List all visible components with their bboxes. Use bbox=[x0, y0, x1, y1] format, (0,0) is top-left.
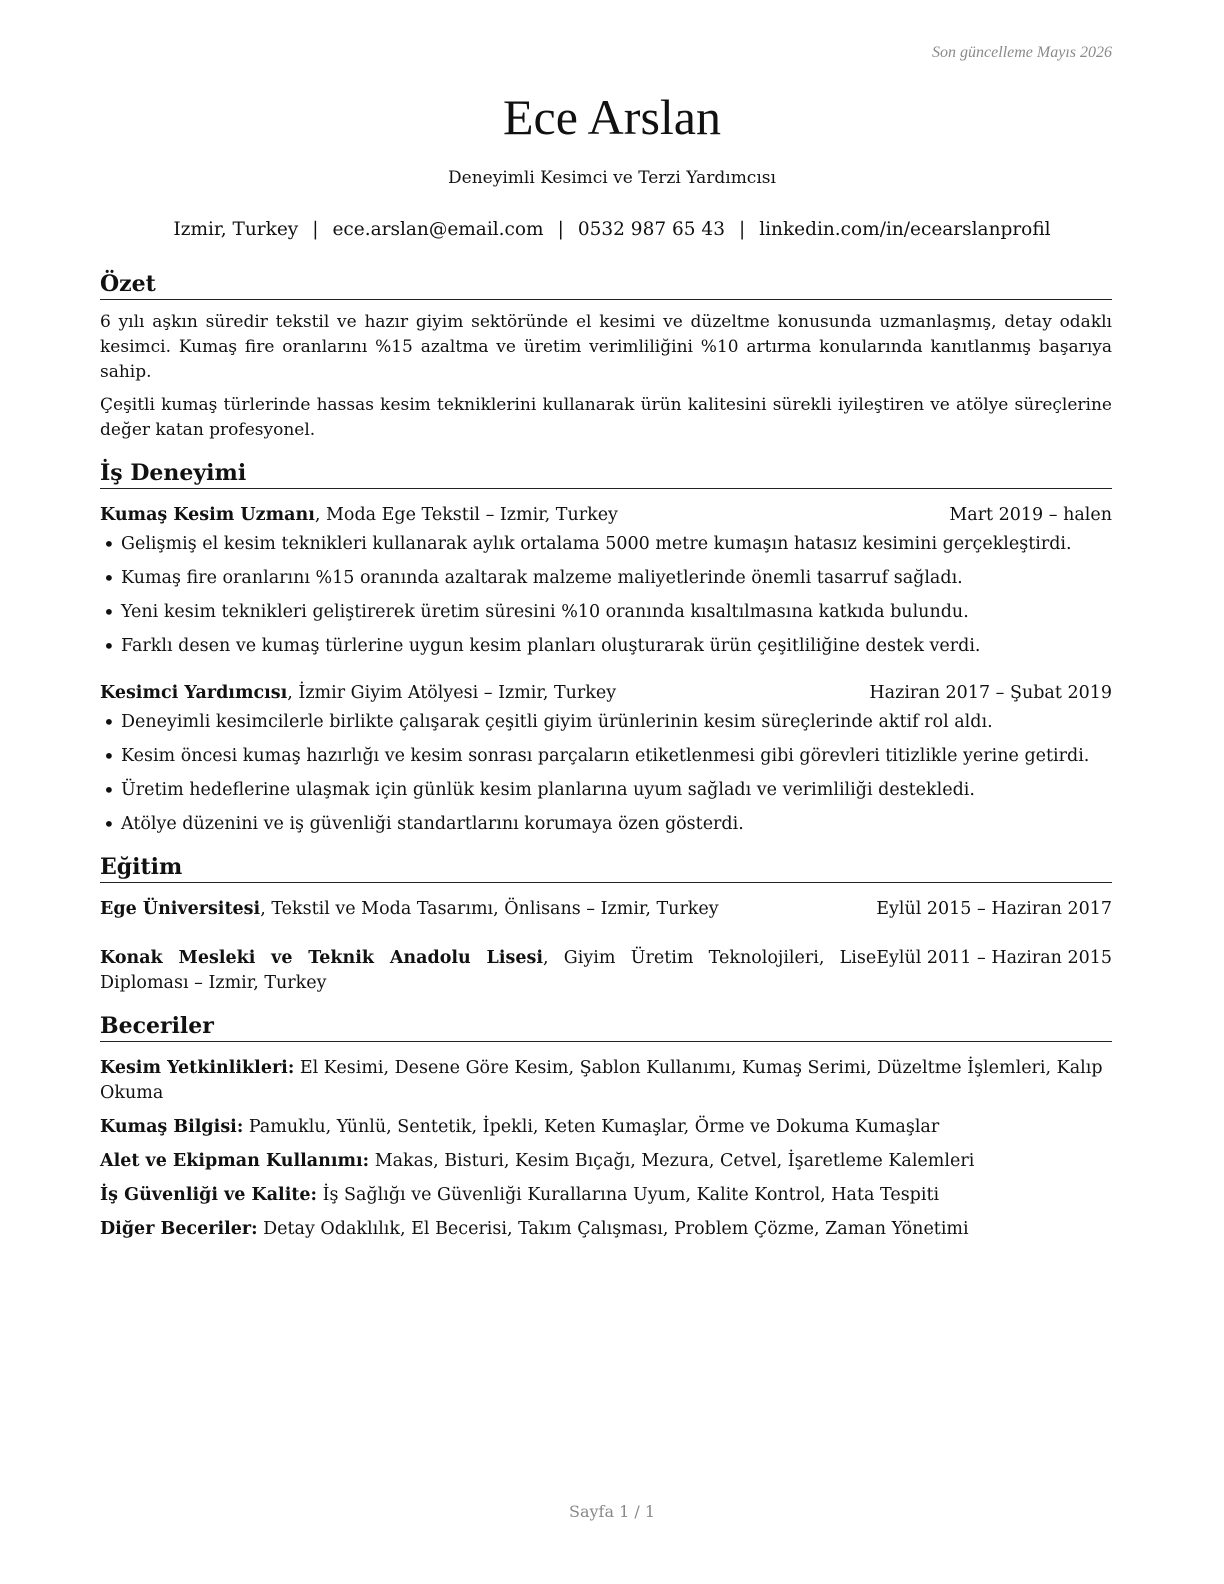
job-role: Kumaş Kesim Uzmanı bbox=[100, 505, 315, 525]
skills-title: Beceriler bbox=[100, 1012, 1112, 1042]
education-detail: , Giyim Üretim Teknolojileri, Lise Diploması – Izmir, Turkey bbox=[100, 948, 877, 993]
contact-linkedin[interactable]: linkedin.com/in/ecearslanprofil bbox=[759, 219, 1051, 240]
job-bullet: • Yeni kesim teknikleri geliştirerek üretim süresini %10 oranında kısaltılmasına katkıda bulundu. bbox=[100, 600, 1112, 625]
contact-separator: | bbox=[557, 219, 564, 240]
contact-location: Izmir, Turkey bbox=[173, 219, 299, 240]
summary-section bbox=[100, 270, 1112, 443]
skill-value: El Kesimi, Desene Göre Kesim, Şablon Kullanımı, Kumaş Serimi, Düzeltme İşlemleri, Kalıp Okuma bbox=[100, 1058, 1103, 1103]
person-name: Ece Arslan bbox=[503, 89, 721, 145]
skill-label: Kesim Yetkinlikleri: bbox=[100, 1058, 295, 1078]
skill-label: İş Güvenliği ve Kalite: bbox=[100, 1185, 318, 1205]
summary-title: Özet bbox=[100, 270, 1112, 300]
education-school: Konak Mesleki ve Teknik Anadolu Lisesi bbox=[100, 948, 543, 968]
job-org: , İzmir Giyim Atölyesi – Izmir, Turkey bbox=[287, 683, 617, 703]
education-title: Eğitim bbox=[100, 853, 1112, 883]
job-header bbox=[100, 503, 1112, 528]
job-role: Kesimci Yardımcısı bbox=[100, 683, 288, 703]
job-bullet: • Gelişmiş el kesim teknikleri kullanarak aylık ortalama 5000 metre kumaşın hatasız kesimini gerçekleştirdi. bbox=[100, 532, 1112, 557]
headline: Deneyimli Kesimci ve Terzi Yardımcısı bbox=[448, 168, 776, 188]
skill-value: Pamuklu, Yünlü, Sentetik, İpekli, Keten Kumaşlar, Örme ve Dokuma Kumaşlar bbox=[243, 1117, 940, 1137]
job-dates: Mart 2019 – halen bbox=[949, 505, 1112, 525]
job-org: , Moda Ege Tekstil – Izmir, Turkey bbox=[314, 505, 618, 525]
job-dates: Haziran 2017 – Şubat 2019 bbox=[869, 683, 1112, 703]
skills-list bbox=[100, 1056, 1112, 1242]
job-bullet: • Atölye düzenini ve iş güvenliği standartlarını korumaya özen gösterdi. bbox=[100, 812, 1112, 837]
job-bullet: • Deneyimli kesimcilerle birlikte çalışarak çeşitli giyim ürünlerinin kesim süreçlerinde aktif rol aldı. bbox=[100, 710, 1112, 735]
page-number: Sayfa 1 / 1 bbox=[568, 1502, 655, 1521]
education-dates: Eylül 2011 – Haziran 2015 bbox=[876, 948, 1112, 968]
education-entry bbox=[100, 946, 1112, 996]
contact-separator: | bbox=[312, 219, 319, 240]
summary-paragraph: 6 yılı aşkın süredir tekstil ve hazır giyim sektöründe el kesimi ve düzeltme konusunda uzmanlaşmış, detay odaklı kesimci. Kumaş fire oranlarını %15 azaltma ve üretim verimliliğini %10 artırma konularında kanıtlanmış başarıya sahip. bbox=[100, 312, 1112, 382]
skills-section bbox=[100, 1012, 1112, 1242]
job-header bbox=[100, 681, 1112, 706]
skill-label: Alet ve Ekipman Kullanımı: bbox=[100, 1151, 370, 1171]
contact-email[interactable]: ece.arslan@email.com bbox=[332, 219, 544, 240]
education-dates: Eylül 2015 – Haziran 2017 bbox=[876, 899, 1112, 919]
contact-line bbox=[0, 219, 1224, 240]
skill-value: Detay Odaklılık, El Becerisi, Takım Çalışması, Problem Çözme, Zaman Yönetimi bbox=[257, 1219, 969, 1239]
education-section bbox=[100, 853, 1112, 996]
skill-line bbox=[100, 1217, 1112, 1242]
contact-separator: | bbox=[738, 219, 746, 240]
job-bullets bbox=[100, 710, 1112, 837]
education-entry bbox=[100, 897, 1112, 922]
experience-section bbox=[100, 459, 1112, 837]
education-school: Ege Üniversitesi bbox=[100, 899, 261, 919]
contact-phone: 0532 987 65 43 bbox=[577, 219, 725, 240]
job-bullet: • Farklı desen ve kumaş türlerine uygun kesim planları oluşturarak ürün çeşitliliğine destek verdi. bbox=[100, 634, 1112, 659]
skill-value: Makas, Bisturi, Kesim Bıçağı, Mezura, Cetvel, İşaretleme Kalemleri bbox=[369, 1151, 975, 1171]
experience-title: İş Deneyimi bbox=[100, 459, 1112, 489]
job-bullet: • Üretim hedeflerine ulaşmak için günlük kesim planlarına uyum sağladı ve verimliliği destekledi. bbox=[100, 778, 1112, 803]
job-bullet: • Kumaş fire oranlarını %15 oranında azaltarak malzeme maliyetlerinde önemli tasarruf sağladı. bbox=[100, 566, 1112, 591]
job-bullet: • Kesim öncesi kumaş hazırlığı ve kesim sonrası parçaların etiketlenmesi gibi görevleri titizlikle yerine getirdi. bbox=[100, 744, 1112, 769]
skill-line bbox=[100, 1115, 1112, 1140]
job-entry bbox=[100, 503, 1112, 659]
skill-label: Kumaş Bilgisi: bbox=[100, 1117, 244, 1137]
skill-label: Diğer Beceriler: bbox=[100, 1219, 258, 1239]
skill-line bbox=[100, 1149, 1112, 1174]
skill-line bbox=[100, 1056, 1112, 1106]
summary-paragraph: Çeşitli kumaş türlerinde hassas kesim tekniklerini kullanarak ürün kalitesini sürekli iyileştiren ve atölye süreçlerine değer katan profesyonel. bbox=[100, 395, 1112, 440]
resume-content bbox=[100, 270, 1112, 1251]
education-detail: , Tekstil ve Moda Tasarımı, Önlisans – Izmir, Turkey bbox=[260, 899, 719, 919]
job-entry bbox=[100, 681, 1112, 837]
skill-line bbox=[100, 1183, 1112, 1208]
last-updated: Son güncelleme Mayıs 2026 bbox=[932, 44, 1112, 61]
job-bullets bbox=[100, 532, 1112, 659]
skill-value: İş Sağlığı ve Güvenliği Kurallarına Uyum, Kalite Kontrol, Hata Tespiti bbox=[317, 1185, 940, 1205]
